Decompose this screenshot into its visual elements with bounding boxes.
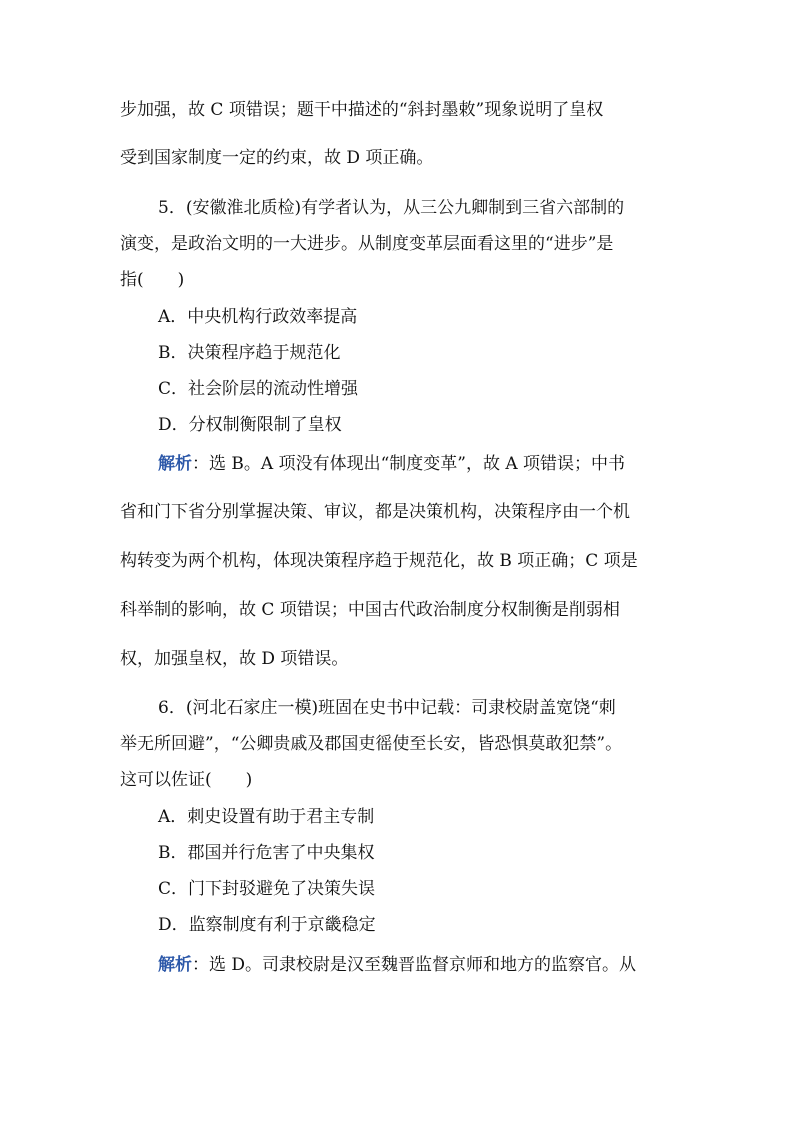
question-5-option-d: D．分权制衡限制了皇权 [158, 415, 342, 435]
analysis-text: ：选 B。A 项没有体现出“制度变革”，故 A 项错误；中书 [192, 454, 626, 474]
analysis-text: ：选 D。司隶校尉是汉至魏晋监督京师和地方的监察官。从 [192, 955, 637, 975]
analysis-label: 解析 [158, 955, 192, 975]
question-6-stem: 6．(河北石家庄一模)班固在史书中记载：司隶校尉盖宽饶“刺 [158, 698, 616, 718]
question-6-stem-line: 这可以佐证( ) [120, 770, 253, 790]
question-5-stem: 5．(安徽淮北质检)有学者认为，从三公九卿制到三省六部制的 [158, 198, 625, 218]
question-5-option-a: A．中央机构行政效率提高 [158, 307, 358, 327]
analysis-line: 省和门下省分别掌握决策、审议，都是决策机构，决策程序由一个机 [120, 502, 630, 522]
analysis-line: 权，加强皇权，故 D 项错误。 [120, 649, 349, 669]
analysis-line: 科举制的影响，故 C 项错误；中国古代政治制度分权制衡是削弱相 [120, 600, 620, 620]
question-6-option-d: D．监察制度有利于京畿稳定 [158, 915, 376, 935]
question-5-stem-line: 指( ) [120, 270, 185, 290]
question-5-option-b: B．决策程序趋于规范化 [158, 343, 341, 363]
question-6-stem-line: 举无所回避”，“公卿贵戚及郡国吏徭使至长安，皆恐惧莫敢犯禁”。 [120, 734, 623, 754]
question-6-option-a: A．刺史设置有助于君主专制 [158, 807, 375, 827]
question-5-analysis [158, 452, 625, 476]
analysis-line: 构转变为两个机构，体现决策程序趋于规范化，故 B 项正确；C 项是 [120, 551, 638, 571]
question-5-option-c: C．社会阶层的流动性增强 [158, 379, 359, 399]
question-6-option-c: C．门下封驳避免了决策失误 [158, 879, 376, 899]
analysis-label: 解析 [158, 454, 192, 474]
question-5-stem-line: 演变，是政治文明的一大进步。从制度变革层面看这里的“进步”是 [120, 234, 614, 254]
question-6-option-b: B．郡国并行危害了中央集权 [158, 843, 375, 863]
paragraph-line: 步加强，故 C 项错误；题干中描述的“斜封墨敕”现象说明了皇权 [120, 100, 604, 120]
paragraph-line: 受到国家制度一定的约束，故 D 项正确。 [120, 148, 434, 168]
question-6-analysis [158, 953, 636, 977]
